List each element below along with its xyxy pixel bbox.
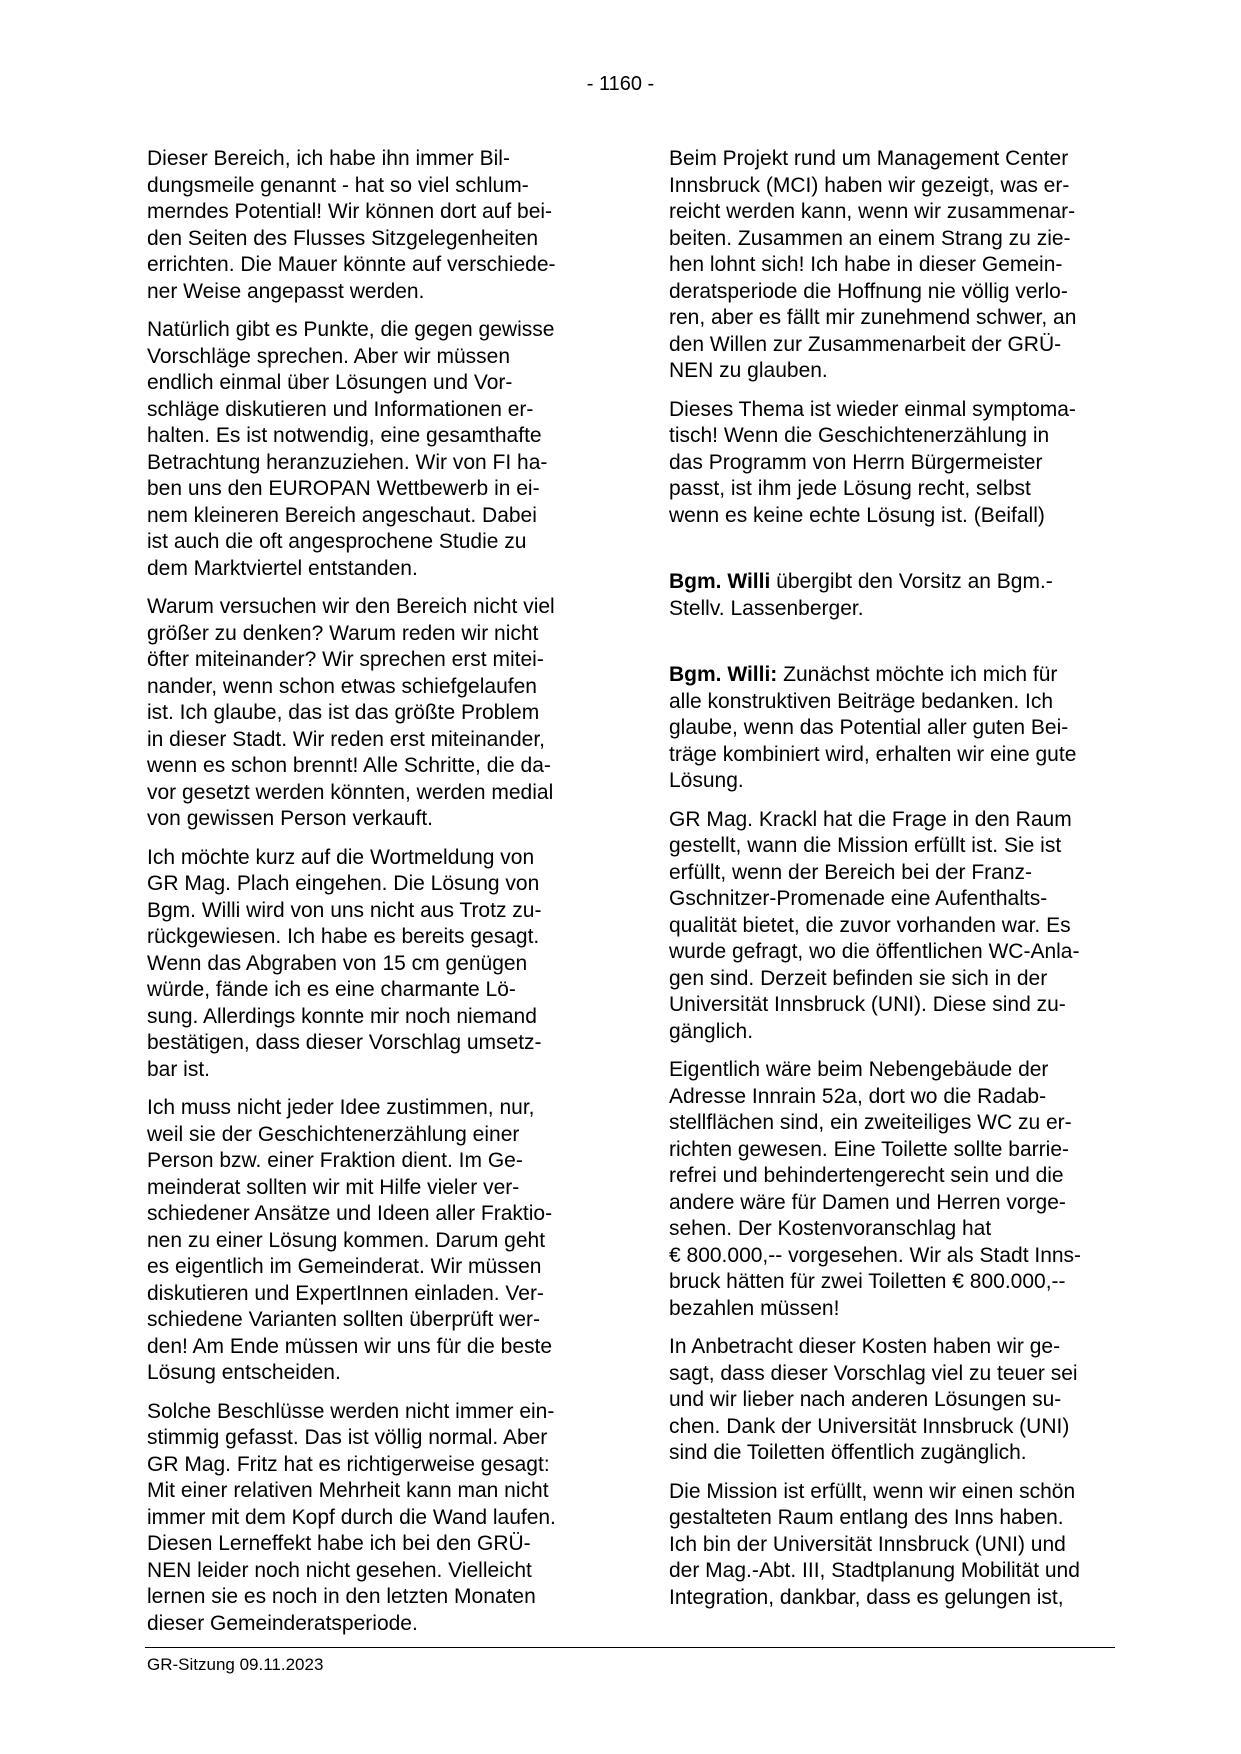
speaker-name: Bgm. Willi [669,570,771,593]
text-line: schläge diskutieren und Informationen er- [147,397,534,421]
text-line: Vorschläge sprechen. Aber wir müssen [147,344,511,368]
text-segment: Zunächst möchte ich mich für [777,663,1058,686]
text-line: alle konstruktiven Beiträge bedanken. Ich [669,689,1054,713]
text-line: meinderat sollten wir mit Hilfe vieler ver- [147,1175,520,1199]
text-line: Solche Beschlüsse werden nicht immer ein- [147,1399,555,1423]
text-line: GR Mag. Plach eingehen. Die Lösung von [147,872,540,895]
text-line: endlich einmal über Lösungen und Vor- [147,371,513,394]
text-line: NEN zu glauben. [669,359,828,382]
text-line: dieser Gemeinderatsperiode. [147,1611,418,1635]
text-line: ren, aber es fällt mir zunehmend schwer, an [669,306,1077,329]
paragraph [669,146,1114,385]
text-line: dem Marktviertel entstanden. [147,556,418,580]
chair-transfer-note [669,569,1114,622]
text-line: gänglich. [669,1019,754,1043]
text-line: Stellv. Lassenberger. [669,596,864,620]
text-line: vor gesetzt werden könnten, werden medial [147,780,554,804]
text-line: lernen sie es noch in den letzten Monaten [147,1585,536,1608]
text-line: Innsbruck (MCI) haben wir gezeigt, was er- [669,173,1070,197]
text-line: Warum versuchen wir den Bereich nicht viel [147,595,555,618]
text-line: Universität Innsbruck (UNI). Diese sind zu- [669,993,1066,1016]
text-line: sind die Toiletten öffentlich zugänglich. [669,1441,1027,1464]
text-line: bezahlen müssen! [669,1296,840,1320]
text-line: GR Mag. Fritz hat es richtigerweise gesagt: [147,1452,550,1476]
text-line: größer zu denken? Warum reden wir nicht [147,621,539,645]
speaker-paragraph [669,662,1114,795]
footer-session-date: GR-Sitzung 09.11.2023 [147,1655,324,1674]
text-line: erfüllt, wenn der Bereich bei der Franz- [669,860,1032,884]
text-line: Ich bin der Universität Innsbruck (UNI) und [669,1532,1066,1556]
text-line: Beim Projekt rund um Management Center [669,147,1069,170]
text-line: den Seiten des Flusses Sitzgelegenheiten [147,226,539,250]
text-line: den! Am Ende müssen wir uns für die beste [147,1334,553,1358]
text-line: Die Mission ist erfüllt, wenn wir einen schön [669,1479,1076,1503]
text-line: sagt, dass dieser Vorschlag viel zu teuer sei [669,1361,1078,1385]
text-line: träge kombiniert wird, erhalten wir eine gute [669,742,1077,766]
text-line: ner Weise angepasst werden. [147,279,425,303]
text-line: Natürlich gibt es Punkte, die gegen gewisse [147,318,555,341]
text-line: andere wäre für Damen und Herren vorge- [669,1190,1066,1214]
text-line: es eigentlich im Gemeinderat. Wir müssen [147,1255,542,1278]
text-line: richten gewesen. Eine Toilette sollte barrie- [669,1137,1069,1161]
text-line: NEN leider noch nicht gesehen. Vielleicht [147,1558,532,1582]
paragraph [147,146,592,305]
text-line [669,569,1114,596]
text-line: halten. Es ist notwendig, eine gesamthafte [147,424,542,447]
text-line: Mit einer relativen Mehrheit kann man nicht [147,1479,549,1502]
text-line: nem kleineren Bereich angeschaut. Dabei [147,503,537,527]
left-column [147,146,592,1649]
text-line: bestätigen, dass dieser Vorschlag umsetz- [147,1031,542,1054]
text-line: Dieser Bereich, ich habe ihn immer Bil- [147,147,510,170]
text-line [669,662,1114,689]
text-line: Person bzw. einer Fraktion dient. Im Ge- [147,1149,523,1172]
text-line: ist auch die oft angesprochene Studie zu [147,530,527,553]
text-line: tisch! Wenn die Geschichtenerzählung in [669,424,1050,447]
text-line: sung. Allerdings konnte mir noch niemand [147,1004,537,1028]
text-line: Diesen Lerneffekt habe ich bei den GRÜ- [147,1532,531,1555]
text-line: hen lohnt sich! Ich habe in dieser Gemein- [669,253,1063,276]
text-line: wenn es keine echte Lösung ist. (Beifall) [669,503,1045,527]
paragraph [147,1399,592,1638]
paragraph [147,1095,592,1387]
text-line: Lösung entscheiden. [147,1361,341,1384]
text-line: gestellt, wann die Mission erfüllt ist. Sie ist [669,834,1062,857]
paragraph [669,807,1114,1046]
text-line: schiedene Varianten sollten überprüft wer- [147,1308,541,1331]
text-line: € 800.000,-- vorgesehen. Wir als Stadt Inns- [669,1243,1082,1267]
text-line: stellflächen sind, ein zweiteiliges WC zu er- [669,1111,1072,1134]
text-line: Dieses Thema ist wieder einmal symptoma- [669,397,1076,421]
text-line: errichten. Die Mauer könnte auf verschiede- [147,253,556,276]
text-line: ist. Ich glaube, das ist das größte Problem [147,701,540,724]
text-line: weil sie der Geschichtenerzählung einer [147,1122,520,1146]
text-line: öfter miteinander? Wir sprechen erst mitei- [147,648,544,671]
text-line: reicht werden kann, wenn wir zusammenar- [669,200,1076,223]
text-line: chen. Dank der Universität Innsbruck (UNI) [669,1414,1070,1438]
text-line: von gewissen Person verkauft. [147,807,433,830]
footer-divider [145,1647,1115,1648]
paragraph [669,1057,1114,1322]
text-line: glaube, wenn das Potential aller guten Bei- [669,716,1069,739]
text-line: Adresse Innrain 52a, dort wo die Radab- [669,1084,1047,1108]
paragraph [669,397,1114,530]
text-line: gen sind. Derzeit befinden sie sich in der [669,966,1048,990]
text-line: würde, fände ich es eine charmante Lö- [147,978,516,1001]
text-line: bar ist. [147,1057,211,1081]
text-line: refrei und behindertengerecht sein und die [669,1164,1064,1187]
text-line: stimmig gefasst. Das ist völlig normal. Aber [147,1426,548,1449]
text-line: Ich muss nicht jeder Idee zustimmen, nur, [147,1096,535,1119]
text-line: Gschnitzer-Promenade eine Aufenthalts- [669,887,1048,910]
text-line: nander, wenn schon etwas schiefgelaufen [147,674,537,698]
text-line: Integration, dankbar, dass es gelungen ist, [669,1585,1064,1609]
text-line: bruck hätten für zwei Toiletten € 800.000,-- [669,1270,1066,1293]
text-line: sehen. Der Kostenvoranschlag hat [669,1217,992,1240]
text-line: gestalteten Raum entlang des Inns haben. [669,1506,1064,1529]
text-line: ben uns den EUROPAN Wettbewerb in ei- [147,477,540,500]
paragraph [147,594,592,833]
paragraph [147,845,592,1084]
text-line: der Mag.-Abt. III, Stadtplanung Mobilität und [669,1559,1080,1582]
paragraph [669,1334,1114,1467]
text-line: deratsperiode die Hoffnung nie völlig verlo- [669,279,1068,303]
text-line: in dieser Stadt. Wir reden erst miteinander, [147,727,546,751]
text-line: nen zu einer Lösung kommen. Darum geht [147,1228,546,1252]
text-line: wenn es schon brennt! Alle Schritte, die da- [147,754,551,777]
paragraph [669,1479,1114,1612]
text-line: Betrachtung heranzuziehen. Wir von FI ha- [147,450,548,474]
text-line: qualität bietet, die zuvor vorhanden war. Es [669,913,1071,937]
text-line: Bgm. Willi wird von uns nicht aus Trotz zu- [147,898,542,922]
text-line: Wenn das Abgraben von 15 cm genügen [147,951,528,975]
text-segment: übergibt den Vorsitz an Bgm.- [770,570,1053,593]
text-line: und wir lieber nach anderen Lösungen su- [669,1388,1062,1411]
right-column [669,146,1114,1623]
text-line: In Anbetracht dieser Kosten haben wir ge- [669,1335,1061,1358]
text-line: Eigentlich wäre beim Nebengebäude der [669,1058,1049,1081]
text-line: das Programm von Herrn Bürgermeister [669,450,1043,474]
text-line: schiedener Ansätze und Ideen aller Fraktio- [147,1202,553,1225]
text-line: Ich möchte kurz auf die Wortmeldung von [147,845,535,869]
text-line: merndes Potential! Wir können dort auf bei- [147,200,553,223]
text-line: dungsmeile genannt - hat so viel schlum- [147,173,529,197]
paragraph [147,317,592,582]
text-line: rückgewiesen. Ich habe es bereits gesagt. [147,925,540,948]
text-line: passt, ist ihm jede Lösung recht, selbst [669,477,1031,500]
text-line: wurde gefragt, wo die öffentlichen WC-Anla- [669,940,1080,963]
text-line: den Willen zur Zusammenarbeit der GRÜ- [669,332,1062,356]
text-line: diskutieren und ExpertInnen einladen. Ver- [147,1281,544,1305]
text-line: beiten. Zusammen an einem Strang zu zie- [669,226,1071,250]
text-line: GR Mag. Krackl hat die Frage in den Raum [669,807,1072,831]
speaker-name: Bgm. Willi: [669,663,778,686]
text-line: Lösung. [669,769,744,792]
text-line: immer mit dem Kopf durch die Wand laufen. [147,1505,556,1529]
page-number: - 1160 - [586,73,655,95]
